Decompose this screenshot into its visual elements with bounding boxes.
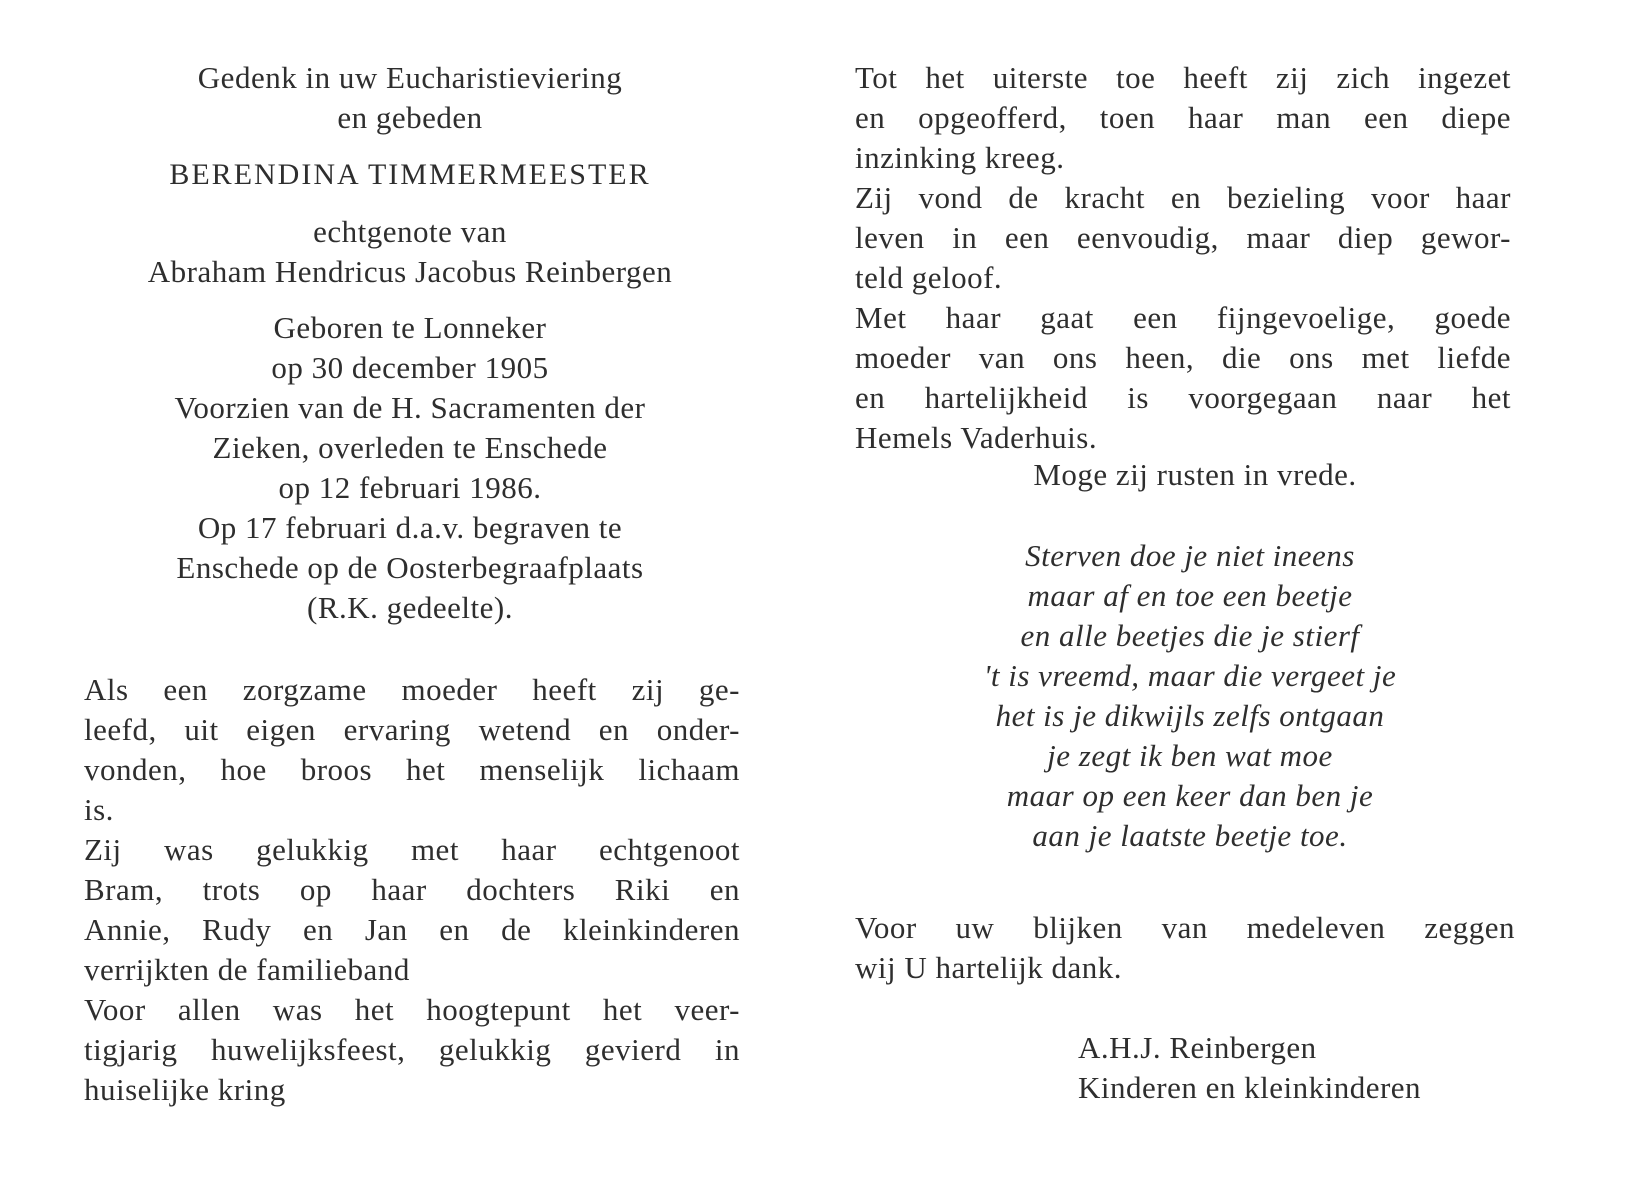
right-paragraph-line: en opgeofferd, toen haar man een diepe [855,100,1511,135]
deceased-name-text: BERENDINA TIMMERMEESTER [169,158,651,191]
right-paragraph-line: Tot het uiterste toe heeft zij zich ingezet [855,60,1511,95]
left-paragraph-line: Voor allen was het hoogtepunt het veer- [84,992,740,1027]
right-paragraph-line: Zij vond de kracht en bezieling voor haar [855,180,1511,215]
rest-in-peace [930,455,1460,495]
thanks-line: Voor uw blijken van medeleven zeggen [855,910,1515,945]
left-header [110,58,710,138]
poem-line: aan je laatste beetje toe. [1032,818,1348,853]
poem-line: je zegt ik ben wat moe [1047,738,1333,773]
left-header-line: en gebeden [337,100,483,135]
left-header-line: Gedenk in uw Eucharistieviering [197,60,623,95]
left-paragraph-line: Annie, Rudy en Jan en de kleinkinderen [84,912,740,947]
rest-in-peace-text: Moge zij rusten in vrede. [1033,457,1357,492]
poem-line: het is je dikwijls zelfs ontgaan [995,698,1385,733]
signature-line: Kinderen en kleinkinderen [1078,1070,1422,1105]
left-paragraph-line: leefd, uit eigen ervaring wetend en onder- [84,712,740,747]
left-paragraph-line: Zij was gelukkig met haar echtgenoot [84,832,740,867]
left-paragraph-line: verrijkten de familieband [84,952,410,987]
spouse-block-line: Abraham Hendricus Jacobus Reinbergen [147,254,673,289]
right-paragraph-line: leven in een eenvoudig, maar diep gewor- [855,220,1511,255]
life-details [80,308,740,628]
life-details-line: Op 17 februari d.a.v. begraven te [197,510,623,545]
deceased-name [110,155,710,195]
poem-line: en alle beetjes die je stierf [1020,618,1360,653]
right-paragraph-line: en hartelijkheid is voorgegaan naar het [855,380,1511,415]
left-paragraph-line: tigjarig huwelijksfeest, gelukkig gevierd in [84,1032,740,1067]
thanks-line: wij U hartelijk dank. [855,950,1123,985]
left-paragraph-line: is. [84,792,114,827]
left-paragraph-line: huiselijke kring [84,1072,286,1107]
left-paragraph [84,670,740,1110]
right-paragraph-line: teld geloof. [855,260,1003,295]
spouse-block [60,212,760,292]
life-details-line: op 12 februari 1986. [278,470,542,505]
poem [900,536,1480,856]
left-paragraph-line: vonden, hoe broos het menselijk lichaam [84,752,740,787]
poem-line: maar af en toe een beetje [1027,578,1353,613]
right-paragraph-line: Met haar gaat een fijngevoelige, goede [855,300,1511,335]
life-details-line: (R.K. gedeelte). [307,590,513,625]
life-details-line: Zieken, overleden te Enschede [212,430,608,465]
signature-line: A.H.J. Reinbergen [1078,1030,1317,1065]
life-details-line: op 30 december 1905 [271,350,549,385]
right-paragraph [855,58,1511,458]
poem-line: 't is vreemd, maar die vergeet je [983,658,1397,693]
left-paragraph-line: Als een zorgzame moeder heeft zij ge- [84,672,740,707]
right-paragraph-line: Hemels Vaderhuis. [855,420,1098,455]
poem-line: maar op een keer dan ben je [1006,778,1374,813]
left-paragraph-line: Bram, trots op haar dochters Riki en [84,872,740,907]
right-paragraph-line: inzinking kreeg. [855,140,1065,175]
signature [1078,1028,1538,1108]
life-details-line: Voorzien van de H. Sacramenten der [174,390,646,425]
thanks [855,908,1515,988]
poem-line: Sterven doe je niet ineens [1025,538,1355,573]
life-details-line: Geboren te Lonneker [273,310,547,345]
spouse-block-line: echtgenote van [313,214,507,249]
life-details-line: Enschede op de Oosterbegraafplaats [176,550,644,585]
right-paragraph-line: moeder van ons heen, die ons met liefde [855,340,1511,375]
